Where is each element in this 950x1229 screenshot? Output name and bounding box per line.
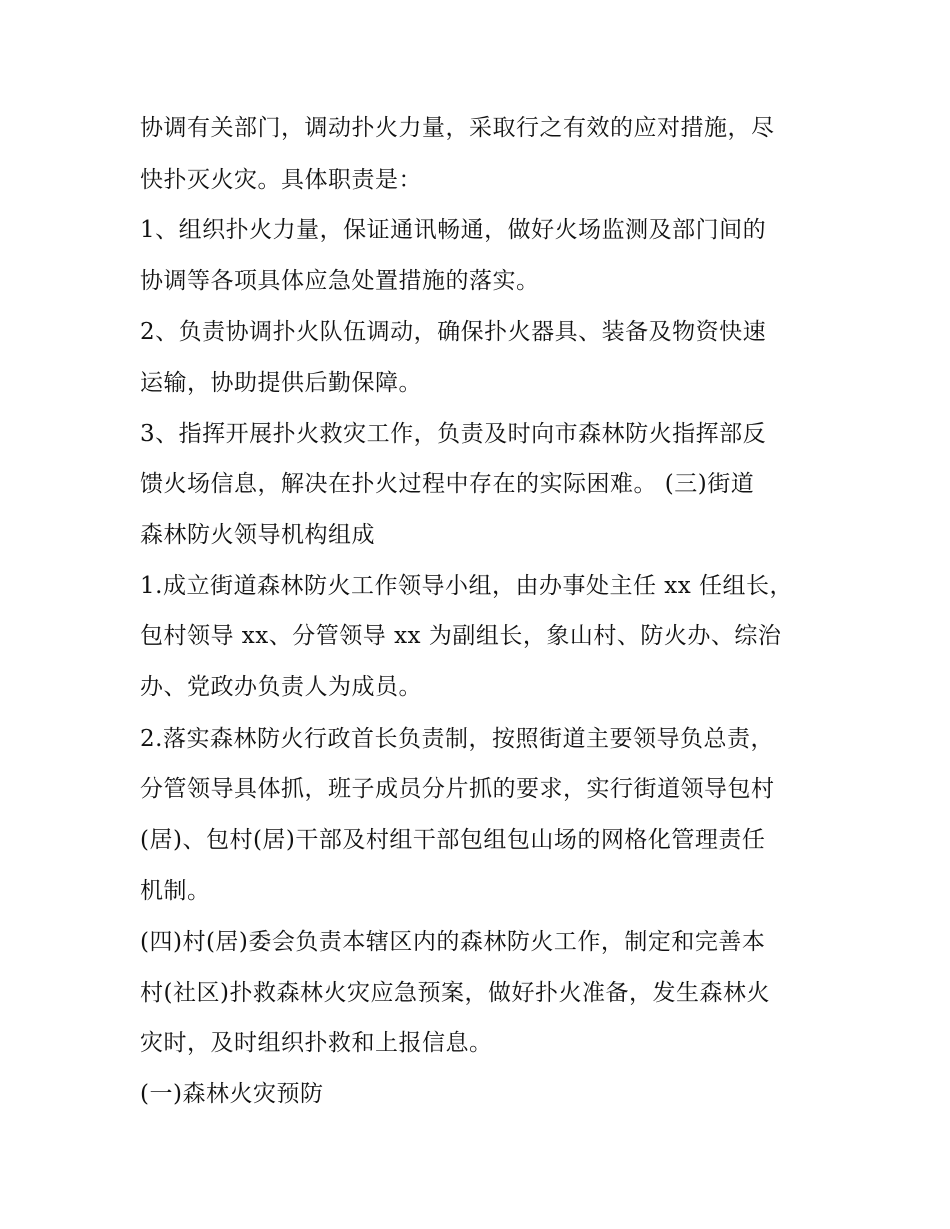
text-line: 快扑灭火灾。具体职责是： [140,167,422,193]
text-line: 灾时，及时组织扑救和上报信息。 [140,1030,493,1056]
text-line: 2.落实森林防火行政首长负责制，按照街道主要领导负总责， [140,726,774,752]
text-line: 协调等各项具体应急处置措施的落实。 [140,268,540,294]
text-line: 协调有关部门，调动扑火力量，采取行之有效的应对措施，尽 [140,115,775,141]
text-line: (居)、包村(居)干部及村组干部包组包山场的网格化管理责任 [140,827,766,853]
text-line: (一)森林火灾预防 [140,1081,324,1107]
text-line: 分管领导具体抓，班子成员分片抓的要求，实行街道领导包村 [140,776,775,802]
text-line: 1.成立街道森林防火工作领导小组，由办事处主任 xx 任组长， [140,573,794,599]
text-line: 运输，协助提供后勤保障。 [140,370,422,396]
text-line: (四)村(居)委会负责本辖区内的森林防火工作，制定和完善本 [140,929,766,955]
text-line: 机制。 [140,878,211,904]
text-line: 村(社区)扑救森林火灾应急预案，做好扑火准备，发生森林火 [140,980,770,1006]
text-line: 1、组织扑火力量，保证通讯畅通，做好火场监测及部门间的 [140,217,767,243]
text-line: 包村领导 xx、分管领导 xx 为副组长，象山村、防火办、综治 [140,623,782,649]
text-line: 3、指挥开展扑火救灾工作，负责及时向市森林防火指挥部反 [140,421,767,447]
text-line: 2、负责协调扑火队伍调动，确保扑火器具、装备及物资快速 [140,319,767,345]
text-line: 办、党政办负责人为成员。 [140,674,422,700]
text-line: 馈火场信息，解决在扑火过程中存在的实际困难。 (三)街道 [140,471,755,497]
text-line: 森林防火领导机构组成 [140,522,375,548]
